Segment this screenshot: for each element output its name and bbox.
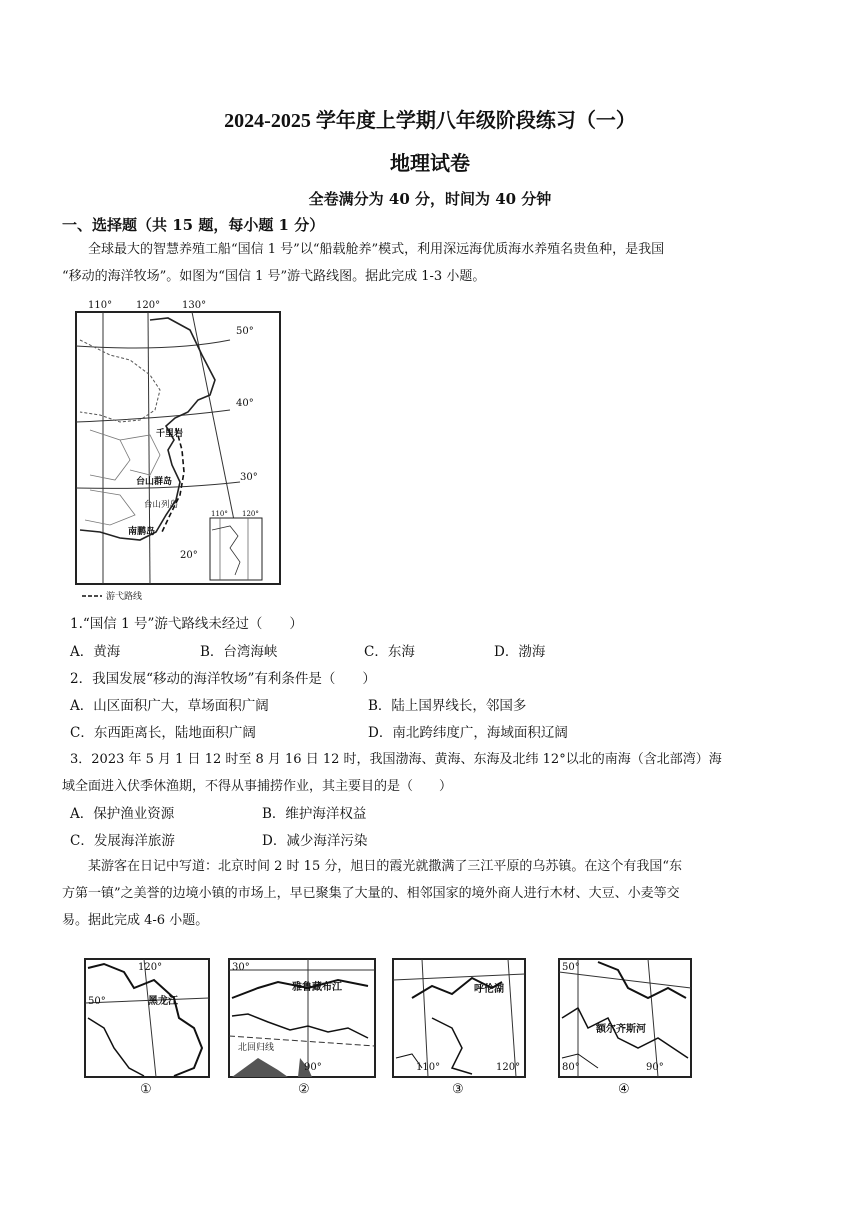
q1-option-a: A．黄海 [70,644,121,660]
small-map-3 [392,958,528,1098]
small-map-4 [558,958,694,1098]
q1-option-b: B．台湾海峡 [200,644,278,660]
small-map-2-svg [228,958,376,1080]
small-map-1-svg [84,958,212,1080]
map1-label-50: 50° [88,996,106,1007]
lat-label-50: 50° [236,326,254,337]
map3-number: ③ [452,1082,464,1097]
q1-stem: 1.“国信 1 号”游弋路线未经过（ ） [70,616,303,632]
map4-label-90: 90° [646,1062,664,1073]
small-map-1 [84,958,212,1098]
q2-option-a: A．山区面积广大，草场面积广阔 [70,698,269,714]
place-taishan-archipelago: 台山列岛 [144,500,179,510]
lon-label-130: 130° [182,300,207,311]
map1-label-120: 120° [138,962,163,973]
map3-label-hulun: 呼伦湖 [474,984,504,995]
map2-label-yarlung: 雅鲁藏布江 [292,982,342,993]
q1-option-c: C．东海 [364,644,415,660]
legend-route: 游弋路线 [106,592,143,602]
map2-label-tropic: 北回归线 [238,1043,275,1053]
map4-label-irtysh: 额尔齐斯河 [596,1024,646,1035]
inset-lon-110: 110° [211,510,228,518]
exam-title: 2024-2025 学年度上学期八年级阶段练习（一） [224,110,636,132]
q2-option-b: B．陆上国界线长，邻国多 [368,698,527,714]
map3-label-120: 120° [496,1062,521,1073]
intro2-paragraph [62,853,800,934]
lat-label-30: 30° [240,472,258,483]
q3-option-d: D．减少海洋污染 [262,833,368,849]
place-nanpeng-island: 南鹏岛 [128,527,156,537]
q3-option-b: B．维护海洋权益 [262,806,367,822]
intro1-paragraph [62,236,800,290]
map4-label-50: 50° [562,962,580,973]
lon-label-120: 120° [136,300,161,311]
section-heading: 一、选择题（共 15 题，每小题 1 分） [62,216,325,234]
q3-option-c: C．发展海洋旅游 [70,833,175,849]
map4-label-80: 80° [562,1062,580,1073]
q1-option-d: D．渤海 [494,644,546,660]
q2-stem: 2．我国发展“移动的海洋牧场”有利条件是（ ） [70,671,376,687]
intro2-line1: 某游客在日记中写道：北京时间 2 时 15 分，旭日的霞光就撒满了三江平原的乌苏镇。在这个有我国“东 [88,859,682,874]
lon-label-110: 110° [88,300,113,311]
lat-label-40: 40° [236,398,254,409]
map3-label-110: 110° [416,1062,441,1073]
map1-number: ① [140,1082,152,1097]
place-qianliyan: 千里岩 [156,429,184,439]
place-taishan-islands: 台山群岛 [136,477,173,487]
map1-label-heilongjiang: 黑龙江 [148,996,178,1007]
intro1-line1: 全球最大的智慧养殖工船“国信 1 号”以“船载舱养”模式，利用深远海优质海水养殖名贵鱼种，是我国 [88,242,665,257]
intro2-line2: 方第一镇”之美誉的边境小镇的市场上，早已聚集了大量的、相邻国家的境外商人进行木材、大豆、小麦等交 [62,886,680,901]
q2-option-c: C．东西距离长，陆地面积广阔 [70,725,256,741]
intro2-line3: 易。据此完成 4-6 小题。 [62,913,209,928]
q3-option-a: A．保护渔业资源 [70,806,175,822]
route-map [70,300,285,605]
q2-option-d: D．南北跨纬度广，海域面积辽阔 [368,725,568,741]
map2-label-30: 30° [232,962,250,973]
intro1-line2: “移动的海洋牧场”。如图为“国信 1 号”游弋路线图。据此完成 1-3 小题。 [62,269,486,284]
exam-info: 全卷满分为 40 分，时间为 40 分钟 [308,190,552,208]
q3-stem-line2: 域全面进入伏季休渔期，不得从事捕捞作业，其主要目的是（ ） [62,779,453,794]
map2-label-90: 90° [304,1062,322,1073]
route-map-svg [70,300,285,605]
exam-subtitle: 地理试卷 [390,151,470,175]
small-map-2 [228,958,378,1098]
map2-number: ② [298,1082,310,1097]
map4-number: ④ [618,1082,630,1097]
lat-label-20: 20° [180,550,198,561]
inset-lon-120: 120° [242,510,259,518]
q3-stem-line1: 3．2023 年 5 月 1 日 12 时至 8 月 16 日 12 时，我国渤海、黄海、东海及北纬 12°以北的南海（含北部湾）海 [70,752,722,767]
